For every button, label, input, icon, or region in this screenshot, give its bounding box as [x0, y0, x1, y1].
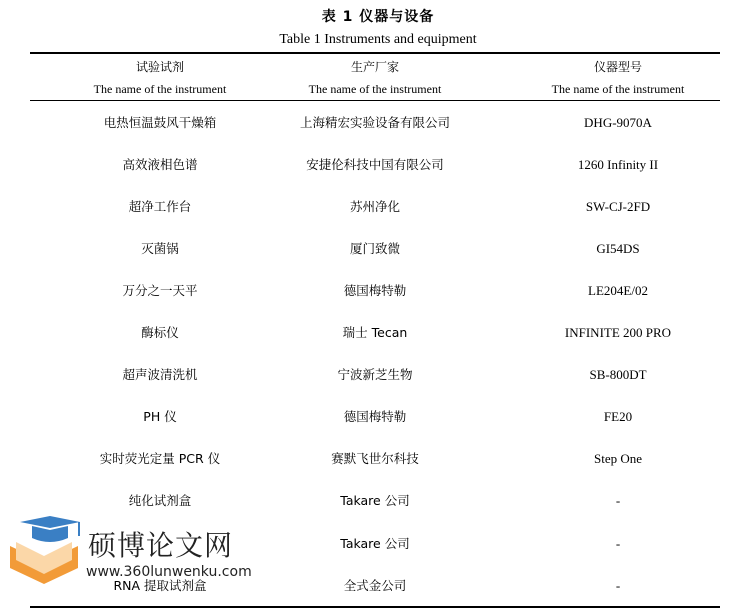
cell-manufacturer: 安捷伦科技中国有限公司: [306, 157, 444, 172]
table-row: [0, 408, 756, 428]
table-row: [0, 450, 756, 470]
table-title-cn: 表 1 仪器与设备: [321, 9, 435, 25]
cell-model: INFINITE 200 PRO: [564, 325, 672, 340]
cell-reagent: 超声波清洗机: [122, 367, 198, 382]
table-row: [0, 366, 756, 386]
watermark-site-name: 硕博论文网: [88, 529, 234, 562]
cell-model: GI54DS: [596, 241, 640, 256]
cell-reagent: 灭菌锅: [141, 241, 179, 256]
header-col1-en: The name of the instrument: [93, 82, 227, 96]
cell-manufacturer: 上海精宏实验设备有限公司: [299, 115, 450, 130]
table-row: [0, 492, 756, 512]
cell-reagent: 实时荧光定量 PCR 仪: [99, 451, 221, 466]
watermark-site-url: www.360lunwenku.com: [86, 564, 252, 580]
header-col2-en: The name of the instrument: [308, 82, 442, 96]
cell-manufacturer: 苏州净化: [349, 199, 400, 214]
cell-reagent: 高效液相色谱: [122, 157, 198, 172]
cell-model: Step One: [593, 451, 643, 466]
cell-manufacturer: Takare 公司: [340, 536, 410, 551]
cell-model: FE20: [603, 409, 633, 424]
table-row: [0, 324, 756, 344]
cell-model: -: [615, 578, 621, 593]
cell-model: SW-CJ-2FD: [585, 199, 651, 214]
cell-reagent: PH 仪: [143, 409, 177, 424]
cell-reagent: 万分之一天平: [122, 283, 198, 298]
table-row: [0, 114, 756, 134]
table-header-rule: [30, 100, 720, 101]
cell-reagent: RNA 提取试剂盒: [113, 578, 207, 593]
cell-manufacturer: Takare 公司: [340, 493, 410, 508]
table-bottom-rule: [30, 606, 720, 608]
header-col1-cn: 试验试剂: [135, 60, 184, 74]
cell-reagent: 酶标仪: [141, 325, 179, 340]
cell-model: LE204E/02: [588, 283, 648, 298]
table-top-rule: [30, 52, 720, 54]
table-row: [0, 198, 756, 218]
header-col2-cn: 生产厂家: [350, 60, 399, 74]
cell-model: -: [615, 536, 621, 551]
cell-manufacturer: 德国梅特勒: [343, 283, 407, 298]
cell-reagent: 电热恒温鼓风干燥箱: [103, 115, 217, 130]
cell-model: 1260 Infinity II: [577, 157, 659, 172]
cell-manufacturer: 全式金公司: [343, 578, 407, 593]
cell-manufacturer: 瑞士 Tecan: [342, 325, 408, 340]
cell-reagent: 超净工作台: [128, 199, 192, 214]
cell-reagent: 纯化试剂盒: [128, 493, 192, 508]
table-row: [0, 282, 756, 302]
cell-model: DHG-9070A: [584, 115, 652, 130]
cell-manufacturer: 宁波新芝生物: [337, 367, 413, 382]
table-title-en: Table 1 Instruments and equipment: [279, 32, 477, 47]
cell-model: -: [615, 493, 621, 508]
table-row: [0, 156, 756, 176]
cell-manufacturer: 德国梅特勒: [343, 409, 407, 424]
cell-model: SB-800DT: [589, 367, 647, 382]
header-col3-en: The name of the instrument: [551, 82, 685, 96]
cell-manufacturer: 赛默飞世尔科技: [331, 451, 419, 466]
header-col3-cn: 仪器型号: [593, 60, 642, 74]
cell-manufacturer: 厦门致微: [349, 241, 400, 256]
table-row: [0, 240, 756, 260]
